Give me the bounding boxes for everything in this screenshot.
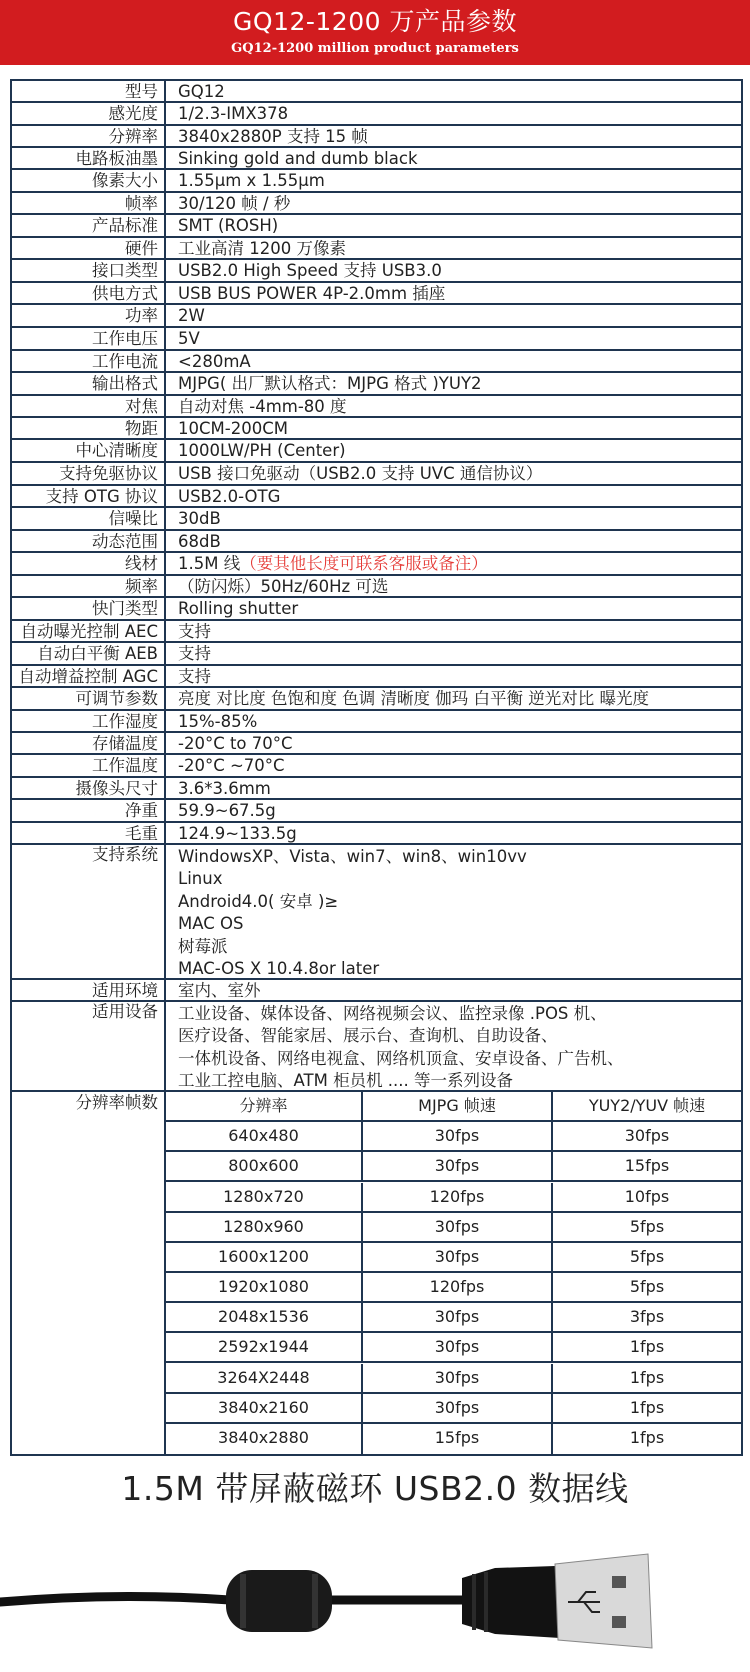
spec-row (12, 440, 741, 463)
spec-value-line: 1000LW/PH (Center) (178, 441, 346, 460)
spec-value-line: -20°C ~70°C (178, 756, 285, 775)
spec-value-line: 支持 (178, 667, 211, 686)
spec-value-line: 3840x2880P 支持 15 帧 (178, 127, 368, 146)
spec-value (178, 666, 737, 688)
spec-row (12, 666, 741, 688)
spec-row (12, 508, 741, 531)
spec-value-line: 2W (178, 306, 205, 325)
framerate-cell: 120fps (363, 1183, 553, 1213)
spec-row (12, 711, 741, 733)
spec-value-line: Android4.0( 安卓 )≥ (178, 891, 339, 911)
spec-label: 可调节参数 (12, 688, 166, 709)
spec-label: 工作温度 (12, 755, 166, 776)
spec-label: 支持系统 (12, 845, 166, 978)
spec-value-line: 30/120 帧 / 秒 (178, 194, 291, 213)
page-subtitle: GQ12-1200 million product parameters (231, 41, 519, 56)
spec-value-line: USB2.0 High Speed 支持 USB3.0 (178, 261, 442, 280)
framerate-data-row (166, 1303, 741, 1333)
spec-value (178, 305, 737, 327)
spec-label: 支持免驱协议 (12, 463, 166, 484)
spec-label: 动态范围 (12, 531, 166, 551)
spec-value-line: Sinking gold and dumb black (178, 149, 418, 168)
spec-value (178, 148, 737, 170)
framerate-cell: 2048x1536 (166, 1303, 363, 1333)
spec-value-line: GQ12 (178, 82, 225, 101)
spec-value-line: SMT (ROSH) (178, 216, 279, 235)
spec-value (178, 508, 737, 530)
spec-label: 功率 (12, 305, 166, 326)
spec-value-line: 工业高清 1200 万像素 (178, 239, 346, 258)
spec-value (178, 440, 737, 462)
spec-row (12, 351, 741, 373)
framerate-cell: 10fps (624, 1186, 670, 1206)
framerate-data-row (166, 1273, 741, 1303)
spec-value-line: USB 接口免驱动（USB2.0 支持 UVC 通信协议） (178, 464, 543, 483)
spec-row (12, 193, 741, 215)
spec-value-line: 支持 (178, 622, 211, 641)
spec-row (12, 238, 741, 260)
spec-value-line: 一体机设备、网络电视盒、网络机顶盒、安卓设备、广告机、 (178, 1048, 624, 1068)
spec-value-line: （防闪烁）50Hz/60Hz 可选 (178, 577, 389, 596)
cable-caption: 1.5M 带屏蔽磁环 USB2.0 数据线 (121, 1469, 629, 1508)
spec-label: 信噪比 (12, 508, 166, 529)
spec-row (12, 643, 741, 666)
spec-label: 适用环境 (12, 980, 166, 1000)
spec-label: 工作电压 (12, 328, 166, 349)
framerate-cell: 5fps (629, 1246, 665, 1266)
framerate-cell: 30fps (363, 1394, 553, 1424)
spec-row (12, 103, 741, 126)
framerate-cell: 30fps (363, 1213, 553, 1243)
spec-row (12, 733, 741, 755)
spec-label: 对焦 (12, 396, 166, 416)
spec-label: 中心清晰度 (12, 440, 166, 461)
framerate-table (166, 1092, 741, 1454)
page-title: GQ12-1200 万产品参数 (233, 7, 517, 36)
spec-label: 工作电流 (12, 351, 166, 371)
spec-value (178, 778, 737, 800)
spec-value-line: 10CM-200CM (178, 419, 288, 438)
framerate-cell: 1fps (629, 1367, 665, 1387)
spec-value (178, 1002, 737, 1092)
usb-plug-body (462, 1566, 560, 1638)
spec-value (178, 688, 737, 710)
framerate-cell: 30fps (363, 1243, 553, 1273)
spec-row (12, 283, 741, 305)
spec-value-line: USB BUS POWER 4P-2.0mm 插座 (178, 284, 446, 303)
spec-row (12, 396, 741, 418)
spec-value (178, 170, 737, 192)
spec-row (12, 800, 741, 823)
spec-row (12, 148, 741, 170)
spec-row (12, 980, 741, 1002)
framerate-cell: 30fps (363, 1152, 553, 1182)
spec-row (12, 463, 741, 486)
spec-row (12, 418, 741, 440)
spec-label: 摄像头尺寸 (12, 778, 166, 798)
spec-value (178, 260, 737, 282)
framerate-cell: 1fps (629, 1427, 665, 1447)
spec-label: 毛重 (12, 823, 166, 843)
spec-label: 频率 (12, 576, 166, 596)
spec-value-line: 亮度 对比度 色饱和度 色调 清晰度 伽玛 白平衡 逆光对比 曝光度 (178, 689, 649, 708)
usb-cable-illustration (0, 1530, 750, 1672)
spec-label: 产品标准 (12, 215, 166, 236)
framerate-cell: 15fps (363, 1424, 553, 1454)
spec-value (178, 396, 737, 418)
spec-row (12, 486, 741, 508)
spec-value (178, 755, 737, 777)
spec-value (178, 980, 737, 1002)
spec-value (178, 553, 737, 575)
framerate-header-row (166, 1092, 741, 1122)
spec-value (178, 576, 737, 598)
spec-value-line: 支持 (178, 644, 211, 663)
spec-label: 接口类型 (12, 260, 166, 281)
framerate-data-row (166, 1364, 741, 1394)
spec-value-line: 工业工控电脑、ATM 柜员机 .... 等一系列设备 (178, 1071, 514, 1091)
spec-label: 线材 (12, 553, 166, 574)
framerate-cell: 30fps (363, 1333, 553, 1363)
spec-value (178, 845, 737, 980)
spec-value-line: 5V (178, 329, 200, 348)
spec-value-line: 1.55μm x 1.55μm (178, 171, 325, 190)
spec-value (178, 823, 737, 845)
spec-value (178, 733, 737, 755)
framerate-cell: 1fps (629, 1337, 665, 1357)
spec-label: 支持 OTG 协议 (12, 486, 166, 506)
spec-value-line: Rolling shutter (178, 599, 299, 618)
spec-value-line: 59.9~67.5g (178, 801, 276, 820)
spec-row (12, 215, 741, 238)
spec-value (178, 328, 737, 350)
spec-value-line: 15%-85% (178, 712, 258, 731)
spec-row (12, 621, 741, 643)
spec-label: 物距 (12, 418, 166, 438)
framerate-cell: 120fps (363, 1273, 553, 1303)
framerate-cell: 1600x1200 (166, 1243, 363, 1273)
framerate-data-row (166, 1243, 741, 1273)
spec-row (12, 553, 741, 576)
spec-row (12, 823, 741, 845)
spec-value-line: 室内、室外 (178, 981, 261, 1000)
framerate-header-cell: 分辨率 (166, 1092, 363, 1122)
spec-label: 分辨率 (12, 126, 166, 146)
spec-value (178, 373, 737, 395)
spec-value (178, 598, 737, 620)
spec-row (12, 688, 741, 711)
spec-row (12, 328, 741, 351)
framerate-cell: 2592x1944 (166, 1333, 363, 1363)
framerate-cell: 3840x2160 (166, 1394, 363, 1424)
framerate-header-cell: MJPG 帧速 (363, 1092, 553, 1122)
spec-value (178, 800, 737, 822)
spec-value-line: 30dB (178, 509, 221, 528)
spec-row (12, 81, 741, 103)
spec-label: 自动白平衡 AEB (12, 643, 166, 664)
spec-value (178, 621, 737, 643)
spec-value-line: 3.6*3.6mm (178, 779, 271, 798)
framerate-cell: 3840x2880 (166, 1424, 363, 1454)
spec-value (178, 193, 737, 215)
spec-value (178, 531, 737, 553)
framerate-cell: 1280x960 (166, 1213, 363, 1243)
spec-row (12, 576, 741, 598)
framerate-cell: 30fps (624, 1126, 670, 1146)
framerate-cell: 1fps (629, 1397, 665, 1417)
spec-value (178, 238, 737, 260)
spec-row (12, 1002, 741, 1092)
spec-label: 存储温度 (12, 733, 166, 753)
spec-label: 输出格式 (12, 373, 166, 394)
framerate-cell: 800x600 (166, 1152, 363, 1182)
spec-value-line: Linux (178, 869, 223, 888)
framerate-data-row (166, 1152, 741, 1182)
spec-value (178, 643, 737, 665)
spec-value-line: 68dB (178, 532, 221, 551)
spec-value (178, 711, 737, 733)
framerate-cell: 30fps (363, 1122, 553, 1152)
spec-row (12, 373, 741, 396)
framerate-cell: 5fps (629, 1216, 665, 1236)
spec-label: 帧率 (12, 193, 166, 213)
spec-value-line: MJPG( 出厂默认格式：MJPG 格式 )YUY2 (178, 374, 482, 393)
spec-row (12, 755, 741, 778)
spec-value-line: 1/2.3-IMX378 (178, 104, 289, 123)
framerate-cell: 15fps (624, 1156, 670, 1176)
spec-label: 硬件 (12, 238, 166, 258)
spec-value-line: USB2.0-OTG (178, 487, 281, 506)
spec-value-line: WindowsXP、Vista、win7、win8、win10vv (178, 847, 527, 866)
spec-label: 工作湿度 (12, 711, 166, 731)
framerate-data-row (166, 1424, 741, 1454)
spec-table (10, 79, 743, 1456)
framerate-data-row (166, 1394, 741, 1424)
spec-label: 净重 (12, 800, 166, 821)
spec-row (12, 126, 741, 148)
spec-value (178, 103, 737, 125)
spec-value-line: 124.9~133.5g (178, 824, 297, 843)
framerate-cell: 5fps (629, 1277, 665, 1296)
spec-value (178, 418, 737, 440)
framerate-data-row (166, 1183, 741, 1213)
spec-label: 适用设备 (12, 1002, 166, 1090)
spec-row (12, 260, 741, 283)
spec-row (12, 531, 741, 553)
spec-row (12, 170, 741, 193)
framerate-cell: 640x480 (166, 1122, 363, 1152)
framerate-row (12, 1092, 741, 1454)
spec-label: 感光度 (12, 103, 166, 124)
spec-value (178, 463, 737, 485)
spec-label: 自动曝光控制 AEC (12, 621, 166, 641)
spec-value (178, 351, 737, 373)
framerate-data-row (166, 1333, 741, 1363)
framerate-cell: 3fps (629, 1307, 665, 1327)
spec-row (12, 778, 741, 800)
framerate-cell: 3264X2448 (166, 1364, 363, 1394)
spec-value-line: 1.5M 线（要其他长度可联系客服或备注） (178, 554, 488, 573)
spec-row (12, 845, 741, 980)
spec-value-line: 自动对焦 -4mm-80 度 (178, 397, 347, 416)
spec-value-line: -20°C to 70°C (178, 734, 293, 753)
spec-value-line: <280mA (178, 352, 251, 371)
spec-value-line: MAC OS (178, 914, 244, 934)
spec-label: 供电方式 (12, 283, 166, 303)
spec-note: （要其他长度可联系客服或备注） (240, 554, 488, 573)
framerate-header-cell: YUY2/YUV 帧速 (588, 1096, 706, 1115)
spec-value (178, 486, 737, 508)
spec-label: 型号 (12, 81, 166, 101)
spec-row (12, 598, 741, 621)
spec-value (178, 283, 737, 305)
framerate-label: 分辨率帧数 (12, 1092, 166, 1454)
spec-value (178, 215, 737, 237)
spec-label: 自动增益控制 AGC (12, 666, 166, 686)
spec-row (12, 305, 741, 328)
spec-label: 电路板油墨 (12, 148, 166, 168)
spec-value (178, 126, 737, 148)
spec-value-line: MAC-OS X 10.4.8or later (178, 959, 380, 979)
framerate-data-row (166, 1122, 741, 1152)
spec-value-line: 工业设备、媒体设备、网络视频会议、监控录像 .POS 机、 (178, 1004, 607, 1023)
framerate-cell: 1280x720 (166, 1183, 363, 1213)
framerate-cell: 30fps (363, 1364, 553, 1394)
spec-label: 像素大小 (12, 170, 166, 191)
header-banner (0, 0, 750, 65)
spec-value (178, 81, 737, 103)
spec-value-line: 树莓派 (178, 936, 228, 956)
spec-value-line: 医疗设备、智能家居、展示台、查询机、自助设备、 (178, 1026, 558, 1045)
spec-label: 快门类型 (12, 598, 166, 619)
framerate-data-row (166, 1213, 741, 1243)
framerate-cell: 30fps (363, 1303, 553, 1333)
framerate-cell: 1920x1080 (166, 1273, 363, 1303)
